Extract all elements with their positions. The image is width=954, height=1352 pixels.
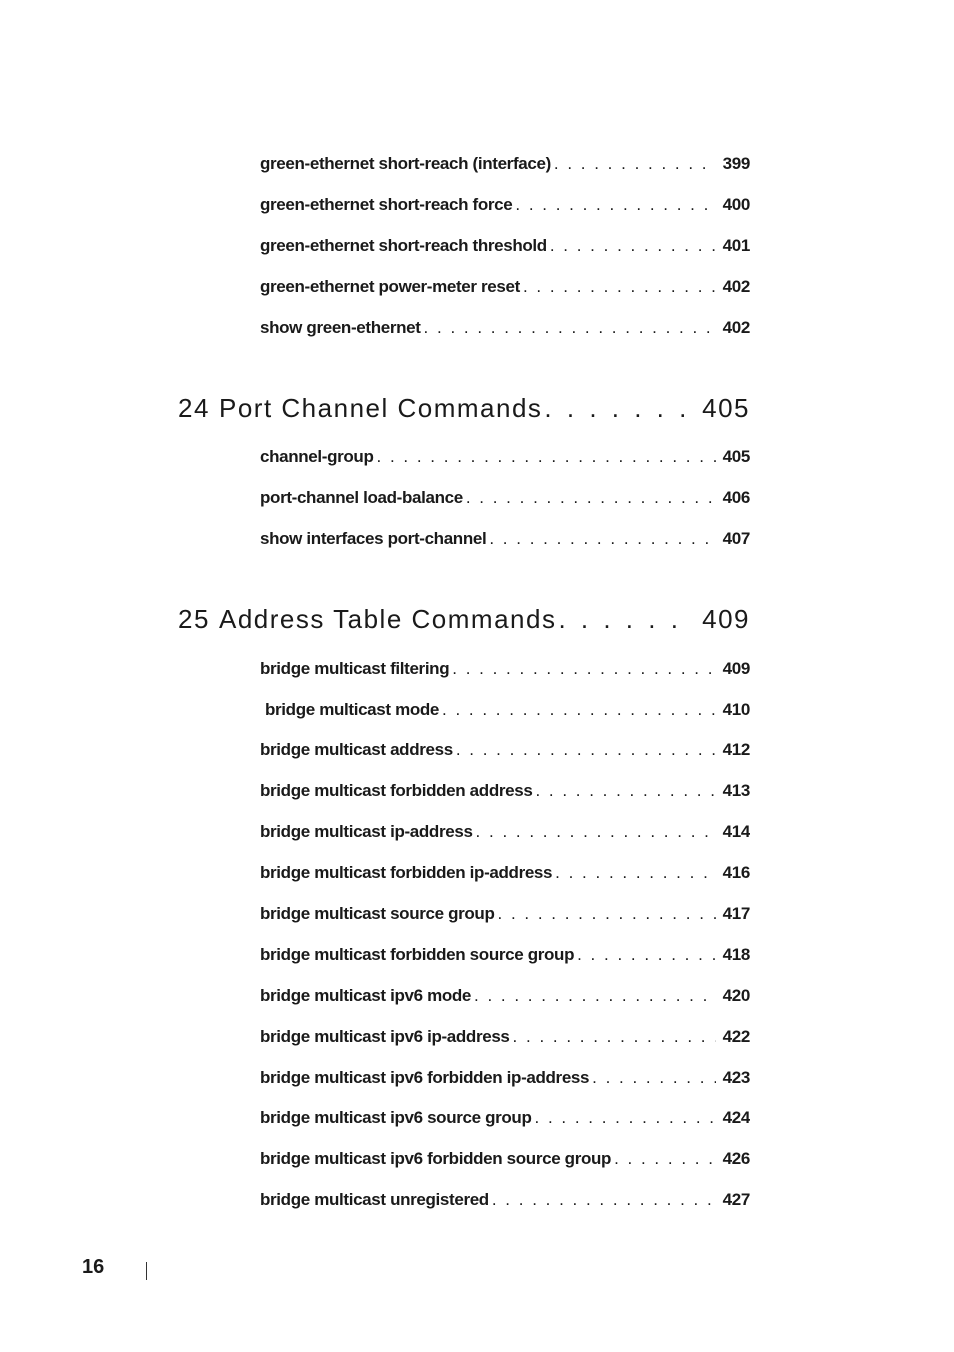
toc-entry-page: 423 xyxy=(722,1068,750,1087)
dot-leader xyxy=(592,1068,716,1088)
toc-entry-title: green-ethernet short-reach (interface) xyxy=(260,154,551,173)
toc-entry-title: bridge multicast address xyxy=(260,740,453,759)
toc-entry-page: 400 xyxy=(722,195,750,214)
toc-entry-page: 414 xyxy=(722,822,750,841)
toc-entry[interactable] xyxy=(260,1190,750,1214)
chapter-page: 405 xyxy=(702,393,750,423)
toc-entry-page: 412 xyxy=(722,740,750,759)
toc-entry-page: 399 xyxy=(722,154,750,173)
dot-leader xyxy=(554,154,716,174)
toc-entry-title: port-channel load-balance xyxy=(260,488,463,507)
toc-entry[interactable] xyxy=(260,740,750,764)
dot-leader xyxy=(544,393,688,424)
toc-entry-title: green-ethernet short-reach force xyxy=(260,195,513,214)
toc-entry-title: green-ethernet short-reach threshold xyxy=(260,236,547,255)
toc-entry-page: 418 xyxy=(722,945,750,964)
toc-entry-title: green-ethernet power-meter reset xyxy=(260,277,520,296)
toc-entry[interactable] xyxy=(260,945,750,969)
toc-entry-page: 413 xyxy=(722,781,750,800)
toc-entry-page: 406 xyxy=(722,488,750,507)
toc-entry[interactable] xyxy=(260,822,750,846)
toc-entry-title: bridge multicast forbidden ip-address xyxy=(260,863,553,882)
toc-entry-title: bridge multicast ip-address xyxy=(260,822,473,841)
chapter-title: Port Channel Commands xyxy=(219,393,543,423)
toc-entry[interactable] xyxy=(260,1108,750,1132)
toc-entry-title: bridge multicast ipv6 forbidden source group xyxy=(260,1149,612,1168)
toc-entry[interactable] xyxy=(260,904,750,928)
toc-entry-title: bridge multicast source group xyxy=(260,904,495,923)
dot-leader xyxy=(513,1027,716,1047)
toc-entry[interactable] xyxy=(260,447,750,471)
dot-leader xyxy=(555,863,716,883)
page-number: 16 xyxy=(82,1256,105,1278)
toc-entry[interactable] xyxy=(260,700,750,724)
dot-leader xyxy=(515,195,716,215)
chapter-title: Address Table Commands xyxy=(219,604,557,634)
dot-leader xyxy=(442,700,716,720)
toc-entry-page: 426 xyxy=(722,1149,750,1168)
toc-entry[interactable] xyxy=(260,488,750,512)
toc-entry[interactable] xyxy=(260,1068,750,1092)
toc-entry[interactable] xyxy=(260,154,750,178)
toc-entry-title: show interfaces port-channel xyxy=(260,529,487,548)
chapter-page: 409 xyxy=(702,604,750,634)
toc-entry[interactable] xyxy=(260,1149,750,1173)
chapter-number: 25 xyxy=(178,604,210,634)
toc-entry-page: 417 xyxy=(722,904,750,923)
toc-entry-title: bridge multicast ipv6 source group xyxy=(260,1108,532,1127)
toc-entry-title: bridge multicast ipv6 mode xyxy=(260,986,472,1005)
dot-leader xyxy=(577,945,716,965)
toc-entry-title: bridge multicast unregistered xyxy=(260,1190,489,1209)
toc-entry-page: 420 xyxy=(722,986,750,1005)
toc-entry-title: bridge multicast filtering xyxy=(260,659,450,678)
toc-entry[interactable] xyxy=(260,1027,750,1051)
toc-entry[interactable] xyxy=(260,529,750,553)
toc-entry-title: bridge multicast forbidden address xyxy=(260,781,533,800)
toc-entry[interactable] xyxy=(260,986,750,1010)
chapter-number: 24 xyxy=(178,393,210,423)
toc-entry[interactable] xyxy=(260,659,750,683)
toc-entry-title: bridge multicast mode xyxy=(265,700,440,719)
dot-leader xyxy=(614,1149,716,1169)
toc-chapter-heading[interactable] xyxy=(178,604,750,638)
toc-entry-page: 427 xyxy=(722,1190,750,1209)
dot-leader xyxy=(466,488,716,508)
dot-leader xyxy=(452,659,716,679)
dot-leader xyxy=(476,822,716,842)
toc-entry-title: bridge multicast ipv6 forbidden ip-address xyxy=(260,1068,590,1087)
toc-entry-title: show green-ethernet xyxy=(260,318,421,337)
dot-leader xyxy=(489,529,716,549)
dot-leader xyxy=(424,318,716,338)
dot-leader xyxy=(535,1108,717,1128)
toc-entry-title: bridge multicast forbidden source group xyxy=(260,945,575,964)
toc-entry-page: 401 xyxy=(722,236,750,255)
dot-leader xyxy=(456,740,716,760)
dot-leader xyxy=(474,986,716,1006)
toc-entry-page: 422 xyxy=(722,1027,750,1046)
toc-entry-title: bridge multicast ipv6 ip-address xyxy=(260,1027,510,1046)
toc-entry-page: 407 xyxy=(722,529,750,548)
toc-entry-page: 409 xyxy=(722,659,750,678)
toc-entry-page: 402 xyxy=(722,277,750,296)
dot-leader xyxy=(492,1190,716,1210)
toc-entry-page: 424 xyxy=(722,1108,750,1127)
toc-entry-page: 410 xyxy=(722,700,750,719)
toc-entry[interactable] xyxy=(260,781,750,805)
toc-chapter-heading[interactable] xyxy=(178,393,750,427)
dot-leader xyxy=(535,781,716,801)
toc-entry[interactable] xyxy=(260,195,750,219)
footer-divider xyxy=(146,1262,147,1280)
toc-entry[interactable] xyxy=(260,277,750,301)
toc-entry-page: 405 xyxy=(722,447,750,466)
toc-entry[interactable] xyxy=(260,863,750,887)
dot-leader xyxy=(498,904,717,924)
toc-entry[interactable] xyxy=(260,318,750,342)
toc-entry-title: channel-group xyxy=(260,447,374,466)
dot-leader xyxy=(377,447,716,467)
toc-entry[interactable] xyxy=(260,236,750,260)
toc-entry-page: 416 xyxy=(722,863,750,882)
toc-entry-page: 402 xyxy=(722,318,750,337)
dot-leader xyxy=(558,604,688,635)
dot-leader xyxy=(550,236,716,256)
dot-leader xyxy=(523,277,716,297)
